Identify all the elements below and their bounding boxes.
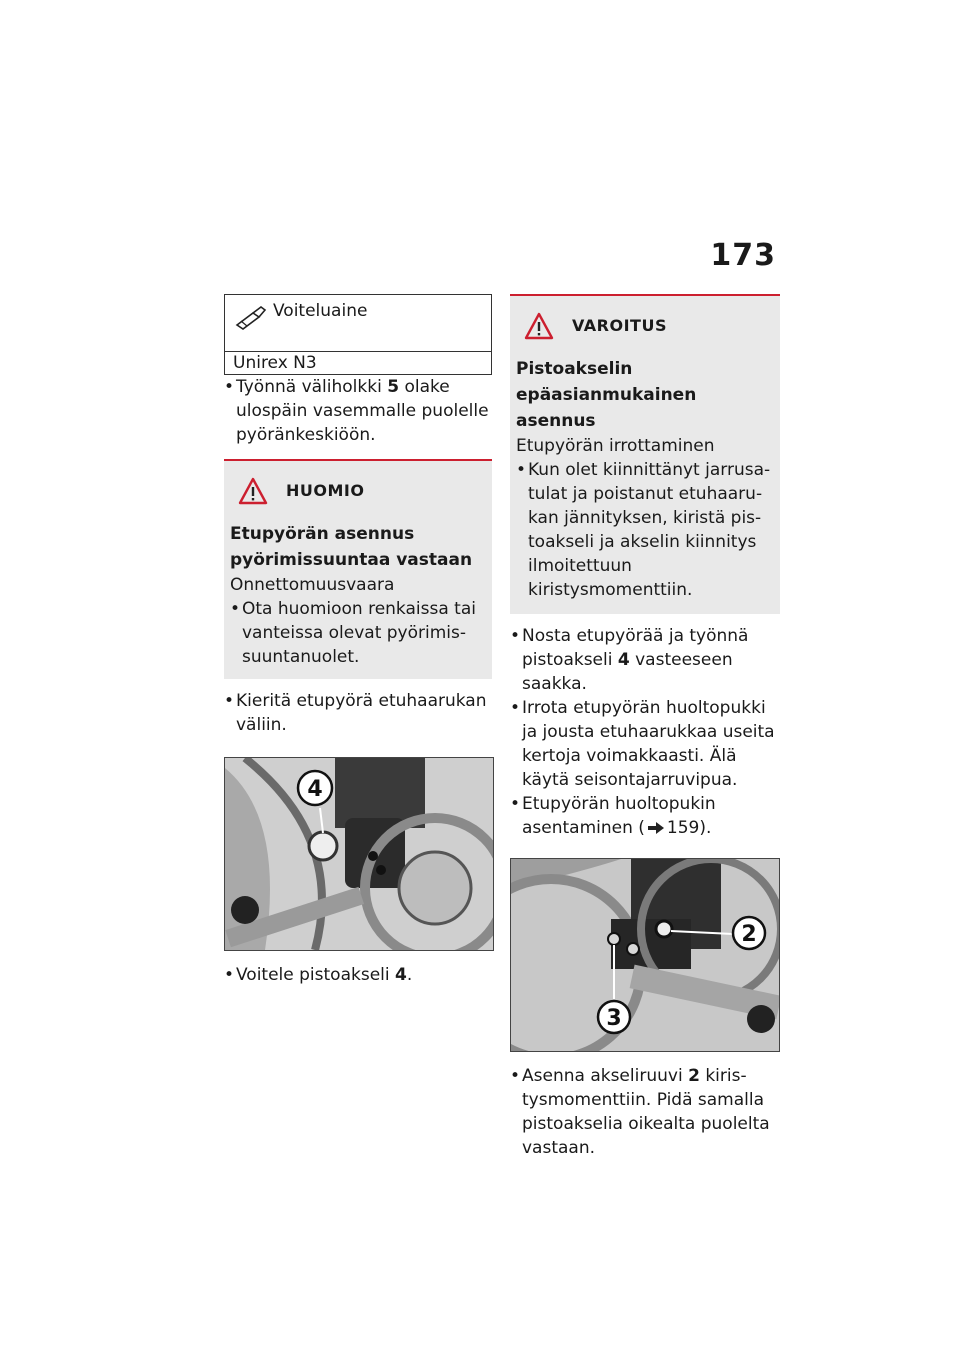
note-subtitle: Onnettomuusvaara: [230, 575, 395, 595]
lubricant-title: Voiteluaine: [273, 301, 368, 321]
photo-axle-lubrication: [224, 757, 494, 951]
lubricant-box: [224, 294, 492, 375]
note-subtitle: Etupyörän irrottaminen: [516, 436, 715, 456]
page-reference-link[interactable]: 159: [666, 818, 700, 838]
note-item: • Ota huomioon renkaissa tai vanteissa olevat pyörimissuuntanuolet.: [230, 599, 476, 667]
arrow-ref-icon: [648, 822, 664, 834]
photo-callout-label: 4: [307, 777, 323, 802]
page-number: 173: [710, 238, 776, 273]
step-roll-wheel: • Kieritä etupyörä etuhaarukan väliin.: [224, 691, 487, 735]
note-headline: HUOMIO: [286, 481, 365, 500]
note-item: • Kun olet kiinnittänyt jarrusatulat ja poistanut etuhaarukan jännityksen, kiristä pistoakseli ja akselin kiinnitys ilmoitettuun kiristysmomenttiin.: [516, 460, 771, 600]
step-push-sleeve: • Työnnä väliholkki 5 olake ulospäin vasemmalle puolelle pyöränkeskiöön.: [224, 377, 489, 445]
note-title: Etupyörän asennus pyörimissuuntaa vastaan: [230, 524, 473, 570]
lubricant-value: Unirex N3: [225, 351, 491, 374]
left-column: [224, 294, 492, 987]
step-tighten-bolt: • Asenna akseliruuvi 2 kiristysmomenttiin. Pidä samalla pistoakselia oikealta puolelta vastaan.: [510, 1066, 770, 1158]
step-remove-stand: • Irrota etupyörän huoltopukki ja jousta etuhaarukkaa useita kertoja voimakkaasti. Älä käytä seisontajarruvipua.: [510, 698, 775, 790]
caution-note: [224, 459, 492, 679]
warning-note: [510, 294, 780, 614]
warning-triangle-icon: [238, 477, 268, 505]
step-lift-wheel: • Nosta etupyörää ja työnnä pistoakseli 4 vasteeseen saakka.: [510, 626, 749, 694]
lubricant-icon: [233, 301, 269, 331]
photo-callout-label-b: 3: [606, 1006, 622, 1031]
warning-triangle-icon: [524, 312, 554, 340]
photo-axle-bolt: [510, 858, 780, 1052]
right-column: [510, 294, 780, 1160]
note-title: Pistoakselin epäasianmukainen asennus: [516, 359, 697, 431]
note-headline: VAROITUS: [572, 316, 667, 335]
step-lubricate-axle: • Voitele pistoakseli 4.: [224, 965, 413, 985]
step-stand-reference: • Etupyörän huoltopukin asentaminen ( 159).: [510, 794, 716, 838]
photo-callout-label-a: 2: [741, 922, 757, 947]
